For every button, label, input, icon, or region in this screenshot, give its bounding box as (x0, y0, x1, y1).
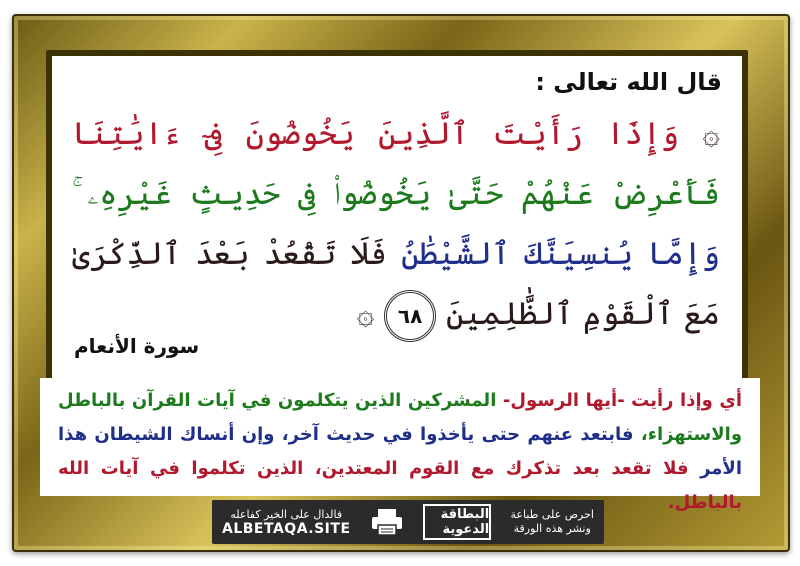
verse-segment: فَأَعْرِضْ عَنْهُمْ (503, 176, 721, 212)
footer-right (511, 508, 594, 536)
surah-name: سورة الأنعام (74, 334, 200, 358)
printer-icon (370, 507, 404, 537)
verse-segment: فَلَا تَقْعُدْ بَعْدَ ٱلذِّكْرَىٰ مَعَ ٱلْقَوْمِ ٱلظَّٰلِمِينَ (72, 236, 720, 332)
footer-slogan: فالدال على الخير كفاعله (230, 508, 343, 521)
ornament-end-icon: ۞ (356, 297, 375, 332)
footer-bar (212, 500, 604, 544)
tafsir-segment: أي وإذا رأيت -أيها الرسول- (496, 390, 742, 411)
ornament-start-icon: ۞ (702, 117, 721, 152)
footer-print-line2: ونشر هذه الورقة (513, 522, 591, 535)
ayah-number-badge: ٦٨ (384, 290, 436, 342)
heading: قال الله تعالى : (535, 68, 722, 96)
tafsir-segment: المشركين الذين يتكلمون في آيات القرآن بالباطل والاستهزاء، (58, 390, 743, 445)
footer-left (222, 508, 351, 536)
footer-site-link[interactable]: ALBETAQA.SITE (222, 521, 351, 537)
tafsir-segment: فابتعد عنهم حتى يأخذوا في حديث آخر، وإن أنساك الشيطان هذا الأمر (58, 424, 742, 479)
verse-card (52, 56, 742, 378)
site-logo: البطاقة الدعوية (423, 504, 491, 540)
verse-segment: وَإِمَّا يُنسِيَنَّكَ ٱلشَّيْطَٰنُ (386, 236, 720, 272)
tafsir-segment: فلا تقعد بعد تذكرك مع القوم المعتدين، الذين تكلموا في آيات الله بالباطل. (58, 458, 742, 513)
verse-segment: حَتَّىٰ يَخُوضُوا۟ فِى حَدِيثٍ غَيْرِهِۦ ۚ (72, 176, 504, 212)
verse-segment: وَإِذَا رَأَيْتَ ٱلَّذِينَ يَخُوضُونَ فِىٓ ءَايَٰتِنَا (72, 116, 680, 152)
footer-print-line1: احرص على طباعة (510, 508, 594, 521)
tafsir-box (40, 378, 760, 513)
verse-text (72, 104, 720, 344)
